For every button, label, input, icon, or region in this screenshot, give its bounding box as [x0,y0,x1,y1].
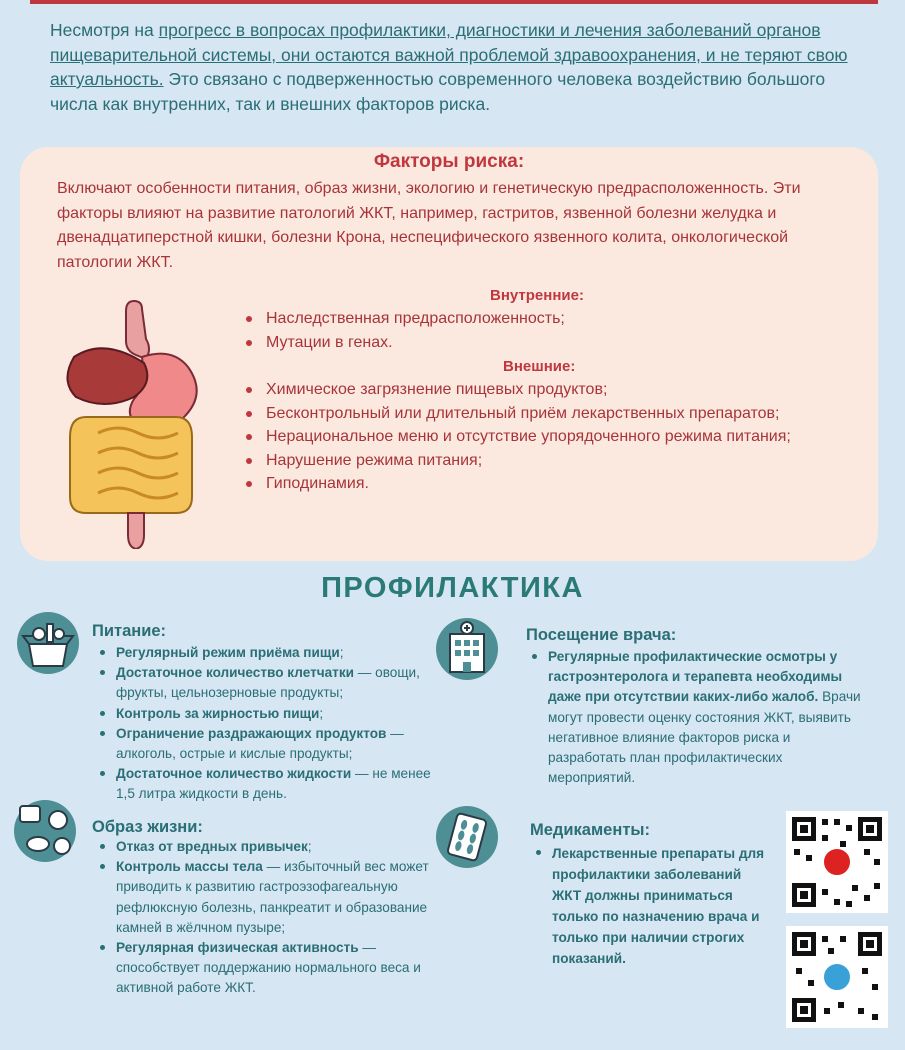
nutrition-list [94,643,434,805]
risk-title: Факторы риска: [373,151,525,172]
list-item: Контроль массы тела — избыточный вес может приводить к развитию гастроэзофагеальную рефлюксную болезнь, панкреатит и образование камней в жёлчном пузыре; [94,857,434,938]
pills-blister-icon [436,806,498,868]
nutrition-title: Питание: [92,622,167,640]
hospital-icon [436,618,498,680]
list-item: Регулярный режим приёма пищи; [94,643,434,663]
top-accent-bar [30,0,878,4]
prevention-title: ПРОФИЛАКТИКА [321,572,584,604]
intro-text-rest: Это связано с подверженностью современного человека воздействию большого числа как внутренних, так и внешних факторов риска. [50,69,826,114]
lifestyle-title: Образ жизни: [92,818,203,836]
list-item: Регулярные профилактические осмотры у гастроэнтеролога и терапевта необходимы даже при отсутствии каких-либо жалоб. Врачи могут провести оценку состояния ЖКТ, выявить негативное влияние факторов риска и разработать план профилактических мероприятий. [526,647,871,788]
list-item: Наследственная предрасположенность; [242,307,862,331]
list-item: Достаточное количество жидкости — не менее 1,5 литра жидкости в день. [94,764,434,804]
internal-factors-list [242,307,862,354]
medicine-list [530,843,768,969]
internal-factors-title: Внутренние: [490,287,584,304]
doctor-title: Посещение врача: [526,626,677,644]
list-item: Мутации в генах. [242,331,862,355]
external-factors-title: Внешние: [503,358,576,375]
food-box-icon [17,612,79,674]
list-item: Бесконтрольный или длительный приём лекарственных препаратов; [242,402,822,426]
list-item: Нарушение режима питания; [242,449,822,473]
lifestyle-list [94,837,434,999]
qr-code-icon[interactable] [786,926,888,1028]
qr-code-icon[interactable] [786,811,888,913]
list-item: Лекарственные препараты для профилактики заболеваний ЖКТ должны приниматься только по назначению врача и только при наличии строгих показаний. [530,843,768,969]
list-item: Химическое загрязнение пищевых продуктов; [242,378,822,402]
intro-text-start: Несмотря на [50,20,159,40]
list-item: Нерациональное меню и отсутствие упорядоченного режима питания; [242,425,822,449]
list-item: Регулярная физическая активность — способствует поддержанию нормального веса и активной работе ЖКТ. [94,938,434,999]
list-item: Достаточное количество клетчатки — овощи, фрукты, цельнозерновые продукты; [94,663,434,703]
list-item: Гиподинамия. [242,472,822,496]
digestive-system-icon [64,297,214,549]
doctor-list [526,647,871,788]
risk-description: Включают особенности питания, образ жизни, экологию и генетическую предрасположенность. Эти факторы влияют на развитие патологий ЖКТ, например, гастритов, язвенной болезни желудка и двенадцатиперстной кишки, болезни Крона, неспецифического язвенного колита, онкологической патологии ЖКТ. [57,180,801,271]
list-item: Контроль за жирностью пищи; [94,704,434,724]
sports-equipment-icon [14,800,76,862]
list-item: Ограничение раздражающих продуктов — алкоголь, острые и кислые продукты; [94,724,434,764]
risk-factors-panel [20,147,878,561]
intro-paragraph [50,18,870,116]
external-factors-list [242,378,822,496]
intro-underlined-text: прогресс в вопросах профилактики, диагностики и лечения заболеваний органов пищеварительной системы, они остаются важной проблемой здравоохранения, и не теряют свою актуальность. [50,20,848,89]
medicine-title: Медикаменты: [530,821,650,839]
list-item: Отказ от вредных привычек; [94,837,434,857]
